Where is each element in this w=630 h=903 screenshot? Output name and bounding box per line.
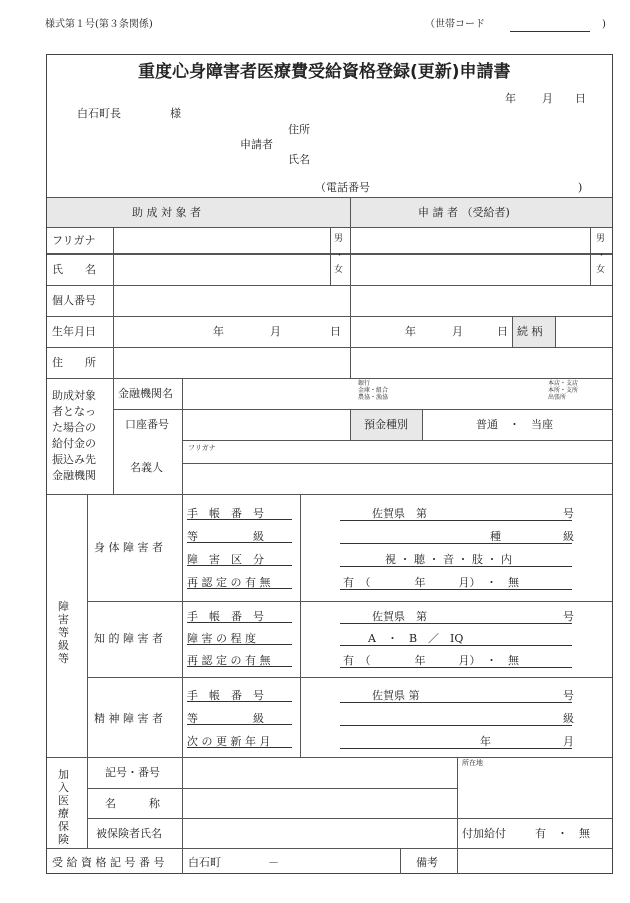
rule [47, 848, 612, 849]
subject-sex-male[interactable]: 男 [334, 234, 344, 244]
physical-recert-field[interactable] [340, 589, 572, 590]
rule [182, 494, 183, 874]
rule [350, 197, 351, 378]
applicant-birth-month: 月 [452, 325, 463, 338]
physical-item: 手 帳 番 号 [187, 508, 292, 520]
bank-institution-label: 金融機関名 [118, 387, 173, 400]
account-holder-furigana: フリガナ [188, 444, 216, 452]
deposit-type-options[interactable]: 普通 ・ 当座 [476, 418, 553, 431]
row-address: 住 所 [52, 356, 96, 369]
form-number: 様式第１号(第３条関係) [45, 19, 153, 30]
rule [330, 227, 331, 285]
cert-dash: － [268, 856, 279, 869]
branch-type: 出張所 [548, 393, 567, 401]
rule [457, 757, 458, 874]
bank-types [358, 381, 388, 402]
physical-item: 障 害 区 分 [187, 554, 292, 566]
rule [47, 378, 612, 379]
household-code-close: ) [602, 19, 606, 30]
physical-item: 等 級 [187, 531, 292, 543]
applicant-sex-dot: ・ [597, 251, 607, 261]
rule [300, 494, 301, 757]
mental-item: 手 帳 番 号 [187, 690, 292, 702]
account-holder-label: 名義人 [130, 461, 163, 474]
bank-type: 農協・漁協 [358, 393, 389, 401]
branch-types [548, 381, 578, 402]
section-applicant: 申 請 者 （受給者) [418, 206, 510, 219]
remarks-label: 備考 [416, 856, 438, 869]
physical-disability-label: 身 体 障 害 者 [94, 541, 163, 554]
intellectual-recert-field[interactable] [340, 667, 572, 668]
physical-grade-field[interactable] [340, 543, 572, 544]
row-personal-number: 個人番号 [52, 294, 96, 307]
applicant-address-label: 住所 [288, 123, 310, 136]
mental-end: 号 [563, 689, 574, 702]
date-day: 日 [575, 92, 586, 105]
bank-label-line: 振込み先 [52, 453, 96, 466]
additional-benefit-label: 付加給付 [462, 827, 506, 840]
intellectual-degree-field[interactable] [340, 645, 572, 646]
deposit-type-label: 預金種別 [364, 418, 408, 431]
addressee-name: 白石町長 [77, 107, 121, 120]
household-code-field[interactable] [510, 31, 590, 32]
subject-birth-year: 年 [213, 325, 224, 338]
subject-sex-dot: ・ [335, 251, 345, 261]
date-year: 年 [505, 92, 516, 105]
intellectual-item: 障 害 の 程 度 [187, 633, 292, 645]
row-furigana: フリガナ [52, 234, 96, 247]
intellectual-item: 再 認 定 の 有 無 [187, 655, 292, 667]
physical-value[interactable]: 有 （ 年 月） ・ 無 [343, 576, 519, 589]
disability-block-label: 障害等級等 [58, 600, 69, 665]
rule [47, 757, 612, 758]
mental-disability-label: 精 神 障 害 者 [94, 712, 163, 725]
rule [87, 677, 612, 678]
physical-book-no-field[interactable] [340, 520, 572, 521]
applicant-birth-day: 日 [497, 325, 508, 338]
bank-label-line: 給付金の [52, 437, 96, 450]
subject-sex-female[interactable]: 女 [334, 265, 344, 275]
rule [113, 227, 114, 494]
applicant-phone-label: （電話番号 [315, 181, 370, 194]
mental-item: 等 級 [187, 713, 292, 725]
intellectual-item: 手 帳 番 号 [187, 611, 292, 623]
cert-number-label: 受 給 資 格 記 号 番 号 [52, 856, 165, 869]
cert-town: 白石町 [188, 856, 221, 869]
intellectual-value[interactable]: 有 （ 年 月） ・ 無 [343, 654, 519, 667]
physical-value[interactable]: 視 ・ 聴 ・ 音 ・ 肢 ・ 内 [385, 553, 512, 566]
applicant-sex-male[interactable]: 男 [596, 234, 606, 244]
rule [87, 494, 88, 848]
physical-end: 級 [563, 530, 574, 543]
subject-birth-day: 日 [330, 325, 341, 338]
insurance-name-label: 名 称 [105, 797, 160, 810]
insurer-location-label: 所在地 [462, 759, 483, 767]
physical-value: 種 [490, 530, 501, 543]
rule [182, 440, 612, 441]
mental-value: 佐賀県 第 [372, 689, 420, 702]
intellectual-value[interactable]: A ・ B ／ IQ [368, 632, 464, 645]
rule [47, 197, 612, 198]
rule [422, 409, 423, 440]
mental-book-no-field[interactable] [340, 702, 572, 703]
rule [182, 463, 612, 464]
mental-grade-field[interactable] [340, 725, 572, 726]
bank-type: 金庫・組合 [358, 386, 389, 394]
bank-block-label [52, 388, 112, 484]
intellectual-book-no-field[interactable] [340, 623, 572, 624]
relation-label: 続 柄 [517, 325, 543, 338]
rule [400, 848, 401, 874]
subject-birth-month: 月 [270, 325, 281, 338]
rule [47, 285, 612, 286]
bank-label-line: 者となっ [52, 405, 96, 418]
date-month: 月 [542, 92, 553, 105]
form-title: 重度心身障害者医療費受給資格登録(更新)申請書 [138, 62, 511, 82]
mental-renewal-field[interactable] [340, 748, 572, 749]
applicant-phone-close: ) [578, 181, 583, 194]
applicant-name-label: 氏名 [288, 153, 310, 166]
insured-name-label: 被保険者氏名 [96, 827, 162, 840]
applicant-label: 申請者 [240, 138, 273, 151]
addressee-honorific: 様 [170, 107, 181, 120]
rule [47, 494, 612, 495]
mental-value: 年 [480, 735, 491, 748]
bank-label-line: 金融機関 [52, 469, 96, 482]
mental-item: 次 の 更 新 年 月 [187, 736, 292, 748]
rule [87, 818, 612, 819]
intellectual-disability-label: 知 的 障 害 者 [94, 632, 163, 645]
insurance-block-label: 加入医療保険 [58, 768, 69, 846]
row-birth-date: 生年月日 [52, 325, 96, 338]
applicant-birth-year: 年 [405, 325, 416, 338]
physical-value: 佐賀県 第 [372, 507, 427, 520]
applicant-sex-female[interactable]: 女 [596, 265, 606, 275]
rule [555, 316, 556, 347]
section-subject: 助 成 対 象 者 [132, 206, 201, 219]
rule [590, 227, 591, 285]
physical-item: 再 認 定 の 有 無 [187, 577, 292, 589]
additional-benefit-options[interactable]: 有 ・ 無 [535, 827, 590, 840]
insurance-code-label: 記号・番号 [105, 766, 160, 779]
mental-end: 級 [563, 712, 574, 725]
household-code-label: （世帯コード [425, 19, 485, 30]
row-name: 氏 名 [52, 263, 96, 276]
account-number-label: 口座番号 [125, 418, 169, 431]
intellectual-value: 佐賀県 第 [372, 610, 427, 623]
physical-category-field[interactable] [340, 566, 572, 567]
mental-end: 月 [563, 735, 574, 748]
intellectual-end: 号 [563, 610, 574, 623]
rule [87, 601, 612, 602]
bank-type: 銀行 [358, 380, 371, 387]
bank-label-line: た場合の [52, 421, 96, 434]
branch-type: 本所・支所 [548, 386, 579, 394]
physical-end: 号 [563, 507, 574, 520]
rule [182, 378, 183, 494]
branch-type: 本店・支店 [548, 380, 579, 387]
bank-label-line: 助成対象 [52, 389, 96, 402]
rule [47, 347, 612, 348]
rule [87, 788, 457, 789]
